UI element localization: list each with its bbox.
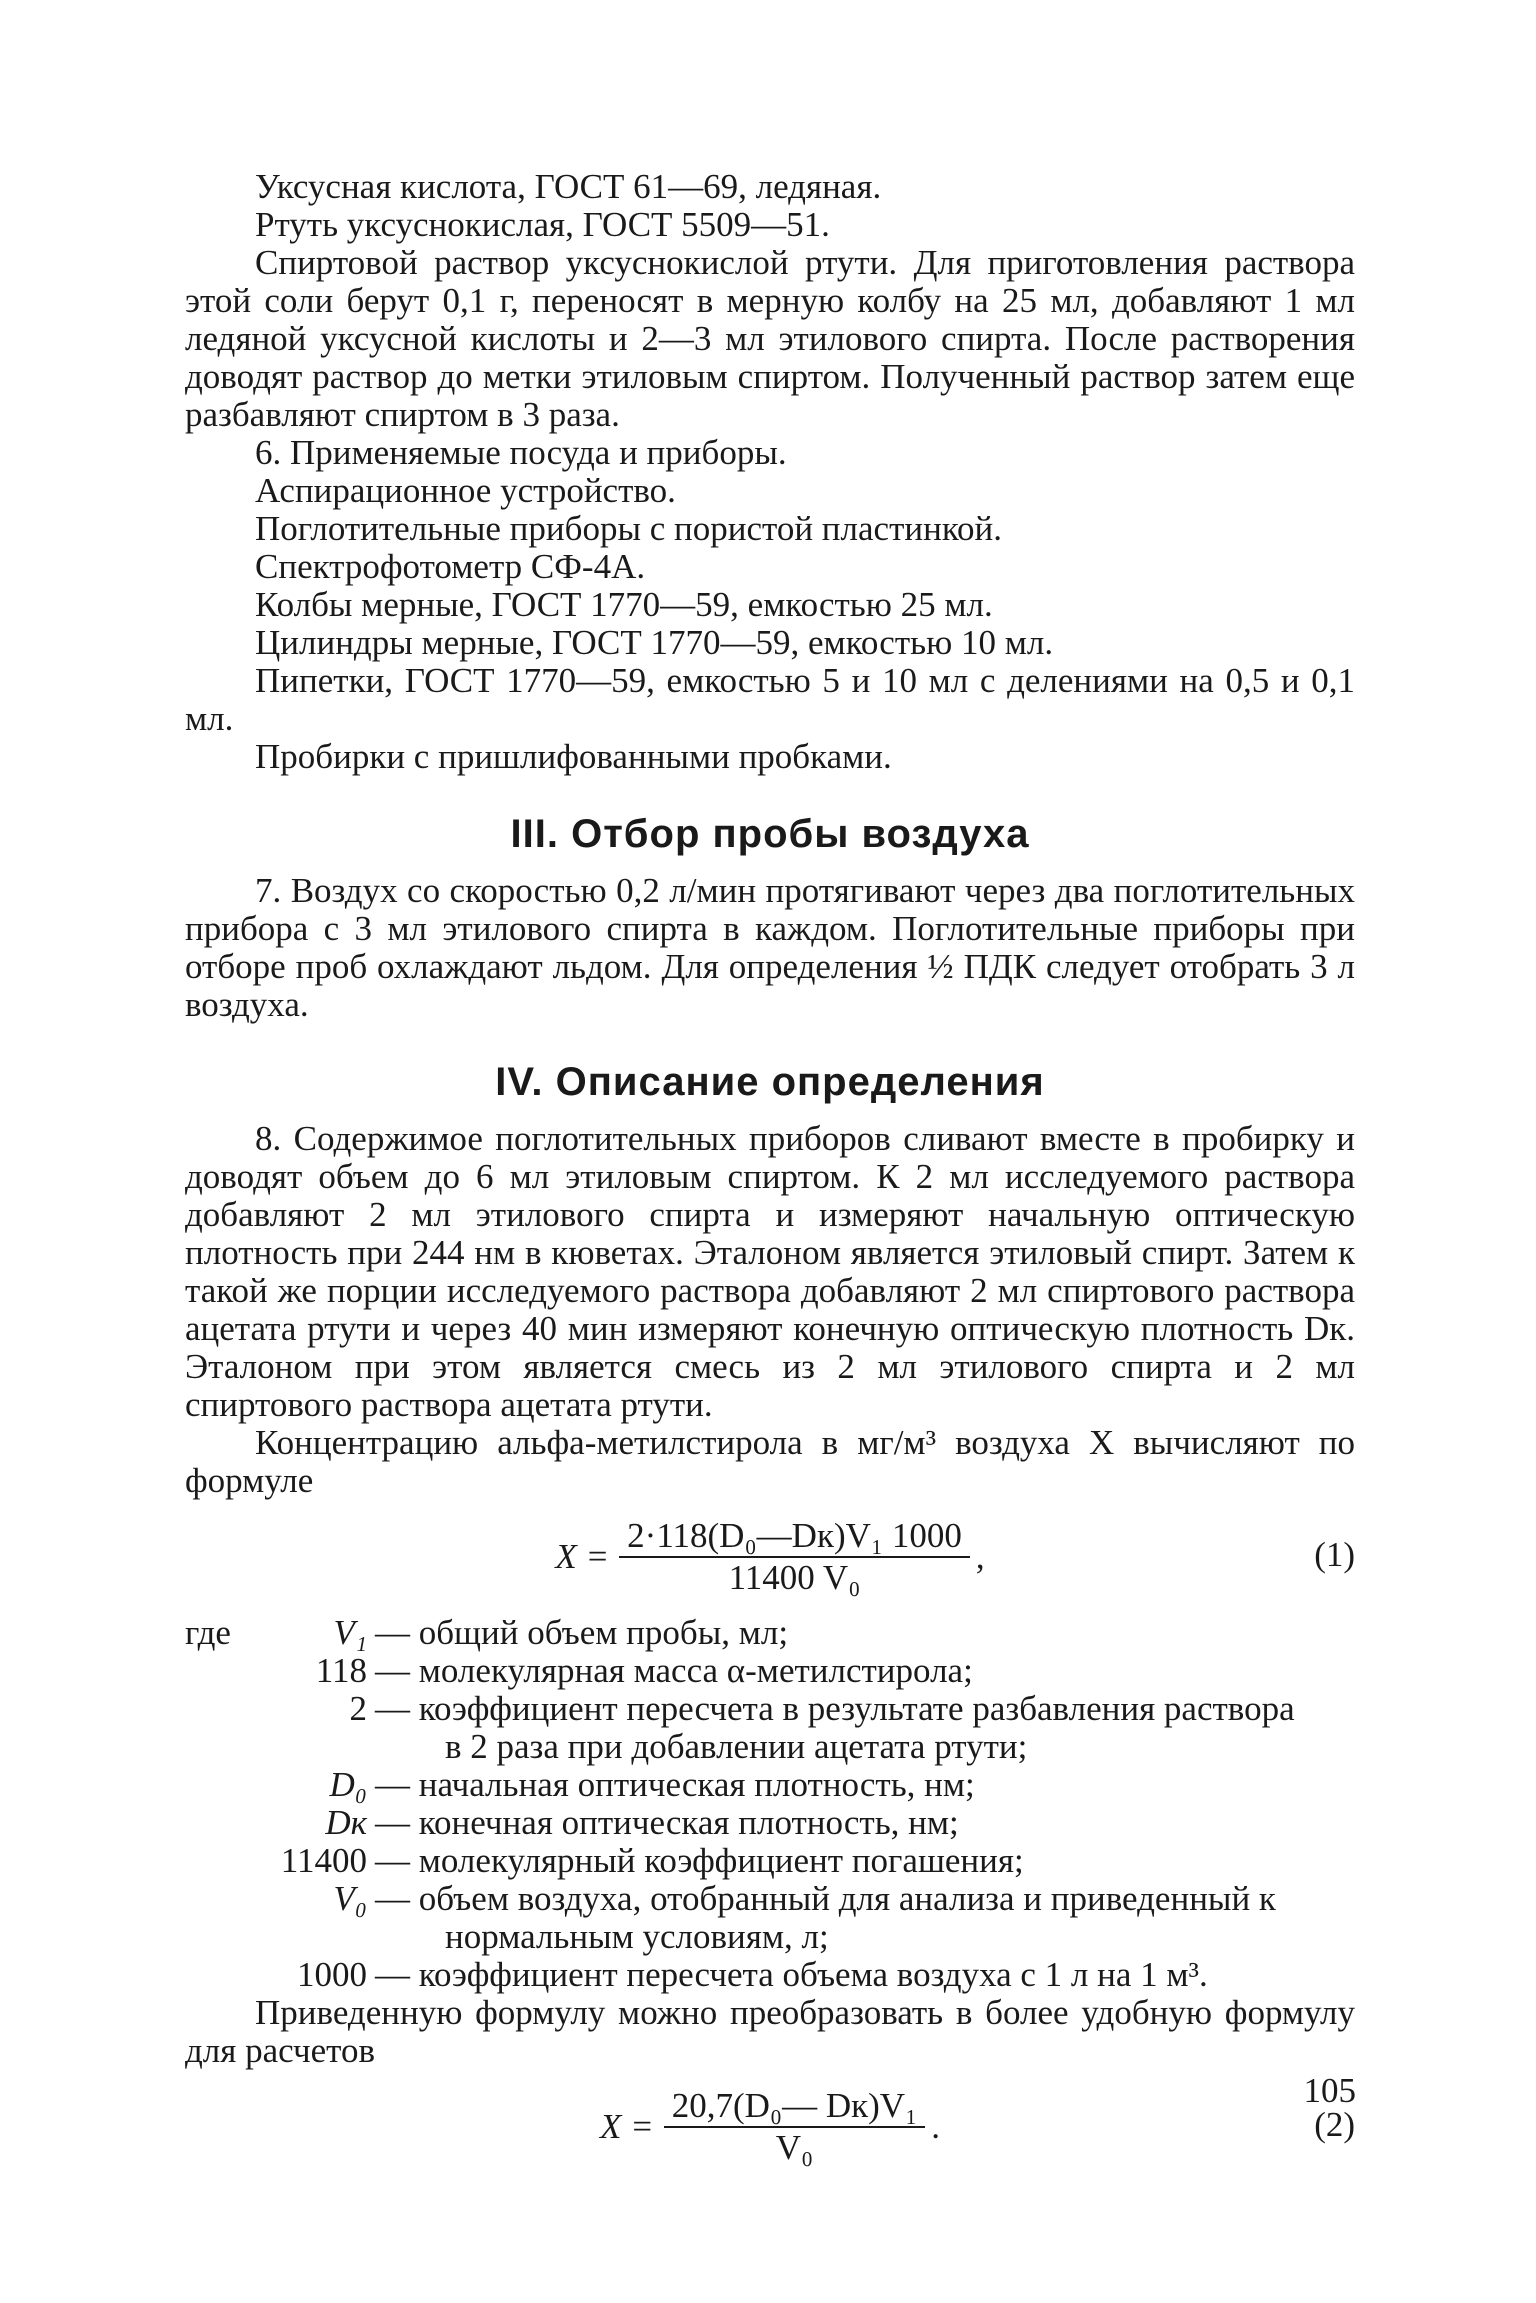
- definition-text: — конечная оптическая плотность, нм;: [375, 1803, 959, 1842]
- section6-title: 6. Применяемые посуда и приборы.: [255, 433, 787, 472]
- formula-1-punct: ,: [975, 1537, 985, 1576]
- definition-symbol: D₀: [329, 1765, 367, 1804]
- formula-2-lhs: X =: [599, 2107, 654, 2146]
- definition-item: [185, 1652, 1355, 1690]
- formula-2-numerator: 20,7(D₀— Dк)V₁: [664, 2086, 926, 2128]
- equipment-item: Спектрофотометр СФ-4А.: [255, 547, 646, 586]
- definition-text: — начальная оптическая плотность, нм;: [375, 1765, 975, 1804]
- reagent-line: Уксусная кислота, ГОСТ 61—69, ледяная.: [255, 167, 882, 206]
- formula-1-numerator: 2·118(D₀—Dк)V₁ 1000: [619, 1516, 970, 1558]
- where-label: где: [185, 1613, 231, 1652]
- solution-paragraph: Спиртовой раствор уксуснокислой ртути. Для приготовления раствора этой соли берут 0,1 г, переносят в мерную колбу на 25 мл, добавляют 1 мл ледяной уксусной кислоты и 2—3 мл этилового спирта. После растворения доводят раствор до метки этиловым спиртом. Полученный раствор затем еще разбавляют спиртом в 3 раза.: [185, 243, 1355, 434]
- formula-2-number: (2): [1314, 2105, 1355, 2144]
- definition-symbol: V₀: [333, 1879, 367, 1918]
- definition-text-cont: в 2 раза при добавлении ацетата ртути;: [445, 1727, 1028, 1766]
- definition-text: — объем воздуха, отобранный для анализа и приведенный к: [375, 1879, 1276, 1918]
- definition-item: [185, 1690, 1355, 1766]
- definition-symbol: Dк: [325, 1803, 367, 1842]
- formula-intro: Концентрацию альфа-метилстирола в мг/м³ воздуха X вычисляют по формуле: [185, 1423, 1355, 1500]
- definitions-list: [185, 1614, 1355, 1994]
- definition-text-cont: нормальным условиям, л;: [445, 1917, 829, 1956]
- section-heading-determination: IV. Описание определения: [495, 1060, 1045, 1104]
- definition-symbol: 118: [315, 1651, 367, 1690]
- formula-2: [185, 2082, 1355, 2172]
- definition-symbol: 11400: [280, 1841, 367, 1880]
- definition-item: [185, 1842, 1355, 1880]
- formula-1-fraction: [619, 1516, 970, 1598]
- section-heading-sampling: III. Отбор пробы воздуха: [510, 812, 1030, 856]
- definition-item: [185, 1766, 1355, 1804]
- formula-2-denominator: V₀: [775, 2128, 814, 2167]
- equipment-item: Поглотительные приборы с пористой пластинкой.: [255, 509, 1003, 548]
- definition-item: [185, 1804, 1355, 1842]
- equipment-item: Пипетки, ГОСТ 1770—59, емкостью 5 и 10 мл с делениями на 0,5 и 0,1 мл.: [185, 661, 1355, 738]
- determination-paragraph: 8. Содержимое поглотительных приборов сливают вместе в пробирку и доводят объем до 6 мл этиловым спиртом. К 2 мл исследуемого раствора добавляют 2 мл этилового спирта и измеряют начальную оптическую плотность при 244 нм в кюветах. Эталоном является этиловый спирт. Затем к такой же порции исследуемого раствора добавляют 2 мл спиртового раствора ацетата ртути и через 40 мин измеряют конечную оптическую плотность Dк. Эталоном при этом является смесь из 2 мл этилового спирта и 2 мл спиртового раствора ацетата ртути.: [185, 1119, 1355, 1424]
- equipment-item: Цилиндры мерные, ГОСТ 1770—59, емкостью 10 мл.: [255, 623, 1054, 662]
- formula-2-punct: .: [931, 2107, 941, 2146]
- definition-symbol: V₁: [333, 1613, 367, 1652]
- formula-1-denominator: 11400 V₀: [728, 1558, 861, 1597]
- equipment-item: Пробирки с пришлифованными пробками.: [255, 737, 892, 776]
- formula-1: [185, 1512, 1355, 1602]
- definition-text: — общий объем пробы, мл;: [375, 1613, 789, 1652]
- definition-text: — молекулярный коэффициент погашения;: [375, 1841, 1024, 1880]
- reagent-line: Ртуть уксуснокислая, ГОСТ 5509—51.: [255, 205, 830, 244]
- definition-text: — коэффициент пересчета объема воздуха с 1 л на 1 м³.: [375, 1955, 1208, 1994]
- definition-item: [185, 1956, 1355, 1994]
- definition-item: [185, 1614, 1355, 1652]
- formula-2-fraction: [664, 2086, 926, 2168]
- definition-text: — коэффициент пересчета в результате разбавления раствора: [375, 1689, 1295, 1728]
- definition-symbol: 1000: [297, 1955, 367, 1994]
- definition-text: — молекулярная масса α-метилстирола;: [375, 1651, 973, 1690]
- equipment-item: Колбы мерные, ГОСТ 1770—59, емкостью 25 мл.: [255, 585, 993, 624]
- formula-1-lhs: X =: [555, 1537, 610, 1576]
- convert-paragraph: Приведенную формулу можно преобразовать в более удобную формулу для расчетов: [185, 1993, 1355, 2070]
- definition-symbol: 2: [349, 1689, 367, 1728]
- formula-1-number: (1): [1314, 1535, 1355, 1574]
- page-number: 105: [1303, 2071, 1356, 2110]
- page-body: [185, 168, 1355, 2184]
- sampling-paragraph: 7. Воздух со скоростью 0,2 л/мин протягивают через два поглотительных прибора с 3 мл этилового спирта в каждом. Поглотительные приборы при отборе проб охлаждают льдом. Для определения ½ ПДК следует отобрать 3 л воздуха.: [185, 871, 1355, 1024]
- definition-item: [185, 1880, 1355, 1956]
- equipment-item: Аспирационное устройство.: [255, 471, 676, 510]
